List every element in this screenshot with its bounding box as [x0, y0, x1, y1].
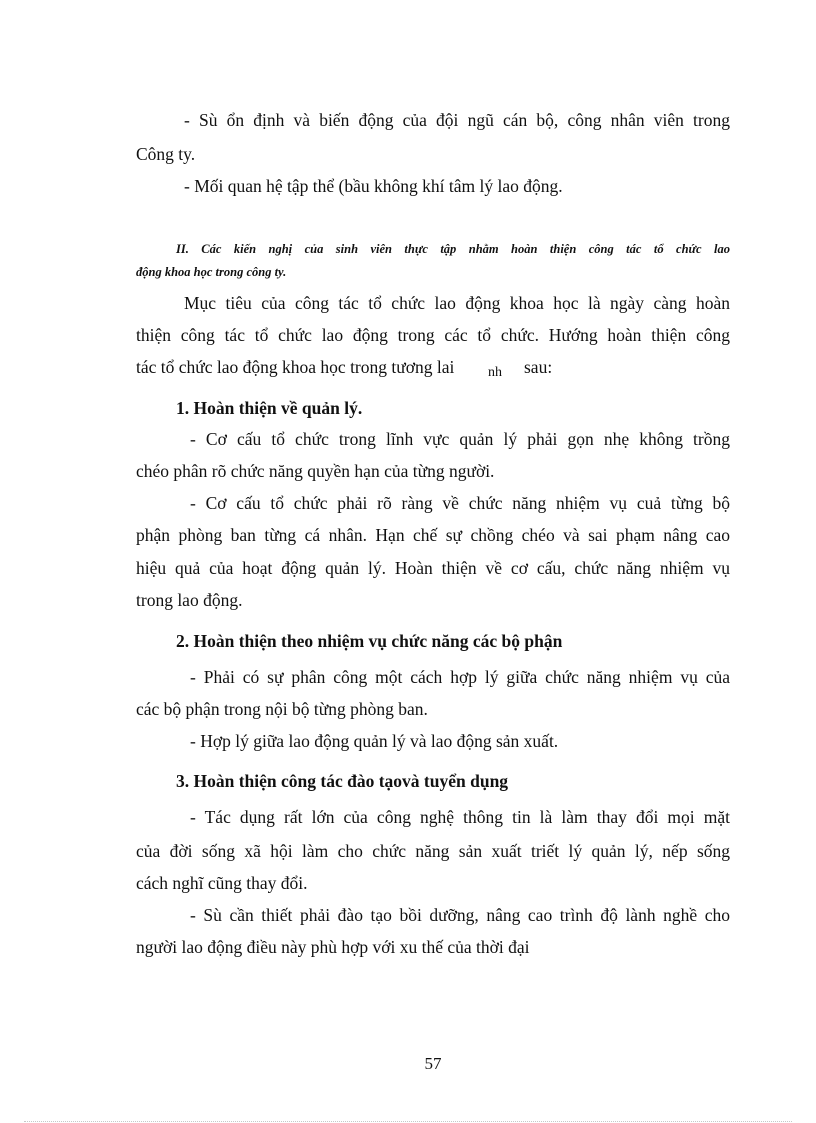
paragraph-line: - Cơ cấu tổ chức phải rõ ràng về chức năng nhiệm vụ cuả từng bộ — [190, 493, 730, 513]
subsection-heading: 3. Hoàn thiện công tác đào tạovà tuyển dụng — [176, 771, 509, 791]
paragraph-line: - Hợp lý giữa lao động quản lý và lao động sản xuất. — [190, 731, 559, 751]
paragraph-line: các bộ phận trong nội bộ từng phòng ban. — [136, 699, 428, 719]
paragraph-line: Công ty. — [136, 144, 196, 164]
paragraph-line: Mục tiêu của công tác tổ chức lao động khoa học là ngày càng hoàn — [184, 293, 730, 313]
section-heading: II. Các kiến nghị của sinh viên thực tập nhằm hoàn thiện công tác tổ chức lao — [176, 242, 730, 256]
paragraph-line: - Tác dụng rất lớn của công nghệ thông tin là làm thay đổi mọi mặt — [190, 807, 730, 827]
paragraph-line: cách nghĩ cũng thay đổi. — [136, 873, 308, 893]
paragraph-text: tác tổ chức lao động khoa học trong tương lai — [136, 357, 455, 377]
subsection-heading: 1. Hoàn thiện về quản lý. — [176, 398, 363, 418]
page-footer-border — [24, 1121, 792, 1122]
paragraph-line: - Sù ổn định và biến động của đội ngũ cán bộ, công nhân viên trong — [184, 110, 730, 130]
page-number: 57 — [424, 1054, 442, 1073]
subsection-heading: 2. Hoàn thiện theo nhiệm vụ chức năng các bộ phận — [176, 631, 563, 651]
paragraph-line: chéo phân rõ chức năng quyền hạn của từng người. — [136, 461, 495, 481]
paragraph-line: người lao động điều này phù hợp với xu thế của thời đại — [136, 937, 530, 957]
paragraph-line: trong lao động. — [136, 590, 243, 610]
paragraph-line: - Sù cần thiết phải đào tạo bồi dưỡng, nâng cao trình độ lành nghề cho — [190, 905, 730, 925]
paragraph-line: - Phải có sự phân công một cách hợp lý giữa chức năng nhiệm vụ của — [190, 667, 730, 687]
paragraph-line: hiệu quả của hoạt động quản lý. Hoàn thiện về cơ cấu, chức năng nhiệm vụ — [136, 558, 730, 578]
paragraph-line: - Mối quan hệ tập thể (bầu không khí tâm lý lao động. — [184, 176, 563, 196]
paragraph-line: - Cơ cấu tổ chức trong lĩnh vực quản lý phải gọn nhẹ không trồng — [190, 429, 730, 449]
paragraph-line: phận phòng ban từng cá nhân. Hạn chế sự chồng chéo và sai phạm nâng cao — [136, 525, 730, 545]
paragraph-text: sau: — [524, 357, 553, 377]
paragraph-line: thiện công tác tổ chức lao động trong các tổ chức. Hướng hoàn thiện công — [136, 325, 730, 345]
paragraph-line: của đời sống xã hội làm cho chức năng sản xuất triết lý quản lý, nếp sống — [136, 841, 730, 861]
subscript-fragment: nh — [488, 365, 502, 380]
paragraph-line — [136, 356, 730, 378]
section-heading: động khoa học trong công ty. — [136, 265, 287, 279]
